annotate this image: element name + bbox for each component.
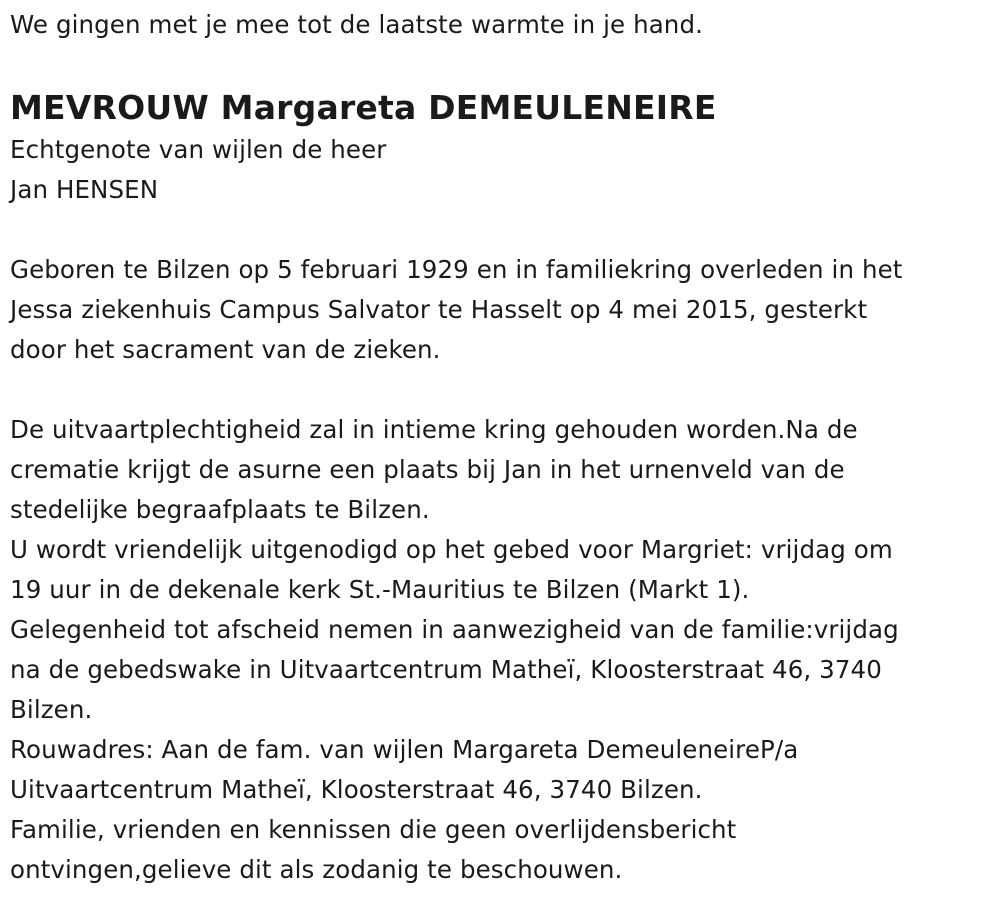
paragraph-line: U wordt vriendelijk uitgenodigd op het gebed voor Margriet: vrijdag om [10,535,893,564]
paragraph-line: 19 uur in de dekenale kerk St.-Mauritius te Bilzen (Markt 1). [10,575,750,604]
paragraph-line: na de gebedswake in Uitvaartcentrum Matheï, Kloosterstraat 46, 3740 [10,655,882,684]
ceremony-paragraph [10,410,995,890]
birth-death-paragraph [10,250,995,370]
paragraph-line: Bilzen. [10,695,93,724]
paragraph-line: Geboren te Bilzen op 5 februari 1929 en in familiekring overleden in het [10,255,903,284]
paragraph-line: De uitvaartplechtigheid zal in intieme kring gehouden worden.Na de [10,415,858,444]
paragraph-line: crematie krijgt de asurne een plaats bij Jan in het urnenveld van de [10,455,845,484]
paragraph-spacer [10,370,995,410]
paragraph-line: Rouwadres: Aan de fam. van wijlen Margareta DemeuleneireP/a [10,735,799,764]
spouse-line: Jan HENSEN [10,175,159,204]
deceased-name: MEVROUW Margareta DEMEULENEIRE [10,88,717,127]
paragraph-line: Uitvaartcentrum Matheï, Kloosterstraat 46, 3740 Bilzen. [10,775,703,804]
spouse-block [10,130,995,210]
opening-quote: We gingen met je mee tot de laatste warmte in je hand. [10,10,703,39]
spouse-line: Echtgenote van wijlen de heer [10,135,387,164]
paragraph-line: Familie, vrienden en kennissen die geen overlijdensbericht [10,815,737,844]
paragraph-line: Jessa ziekenhuis Campus Salvator te Hasselt op 4 mei 2015, gesterkt [10,295,868,324]
paragraph-line: stedelijke begraafplaats te Bilzen. [10,495,430,524]
paragraph-line: ontvingen,gelieve dit als zodanig te beschouwen. [10,855,623,884]
paragraph-spacer [10,210,995,250]
paragraph-line: Gelegenheid tot afscheid nemen in aanwezigheid van de familie:vrijdag [10,615,899,644]
death-notice [10,0,995,890]
paragraph-line: door het sacrament van de zieken. [10,335,441,364]
